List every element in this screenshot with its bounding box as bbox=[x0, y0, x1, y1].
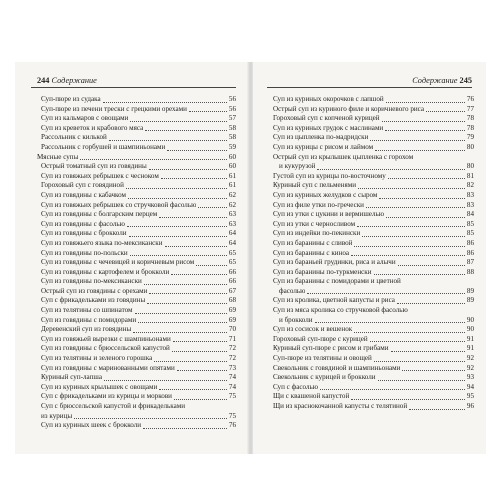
toc-entry bbox=[273, 201, 474, 211]
toc-leader-dots bbox=[375, 150, 465, 151]
toc-leader-dots bbox=[128, 198, 227, 199]
toc-leader-dots bbox=[307, 293, 464, 294]
toc-entry-title: Суп-пюре из телятины и овощей bbox=[273, 354, 372, 363]
toc-entry-title: Суп из кролика, цветной капусты и риса bbox=[273, 296, 395, 305]
toc-entry-title: Рассольник с горбушей и шампиньонами bbox=[41, 142, 166, 151]
toc-entry-title: Суп из индейки по-пекински bbox=[273, 229, 361, 238]
toc-entry bbox=[273, 296, 474, 306]
toc-entry bbox=[37, 392, 236, 402]
toc-entry-title: Суп из цыпленка по-мадридски bbox=[273, 133, 369, 142]
toc-entry bbox=[37, 354, 236, 364]
toc-entry-title: и кукурузой bbox=[279, 162, 316, 171]
toc-entry-page: 77 bbox=[466, 104, 474, 113]
toc-entry bbox=[273, 306, 474, 316]
toc-entry-title: Суп с фрикадельками из курицы и моркови bbox=[41, 392, 172, 401]
toc-leader-dots bbox=[358, 188, 465, 189]
toc-entry-page: 83 bbox=[466, 190, 474, 199]
right-page-header-title: Содержание bbox=[412, 76, 458, 85]
toc-entry-page: 95 bbox=[466, 392, 474, 401]
toc-entry-page: 80 bbox=[466, 142, 474, 151]
toc-entry-page: 78 bbox=[466, 123, 474, 132]
toc-entry bbox=[37, 143, 236, 153]
toc-entry-page: 69 bbox=[228, 306, 236, 315]
toc-leader-dots bbox=[130, 121, 227, 122]
toc-entry bbox=[37, 316, 236, 326]
toc-entry-title: Суп из бараньей грудинки, риса и алычи bbox=[273, 258, 396, 267]
toc-entry-page: 60 bbox=[228, 152, 236, 161]
toc-entry-page: 80 bbox=[466, 162, 474, 171]
toc-entry-title: Суп из говядины с брюссельской капустой bbox=[41, 344, 170, 353]
toc-leader-dots bbox=[161, 178, 227, 179]
toc-entry bbox=[273, 287, 474, 297]
toc-entry-title: Суп из сосисок и вешенок bbox=[273, 325, 353, 334]
toc-leader-dots bbox=[397, 303, 465, 304]
toc-entry-page: 72 bbox=[228, 344, 236, 353]
toc-entry bbox=[37, 181, 236, 191]
toc-entry-title: Суп из кальмаров с овощами bbox=[41, 114, 129, 123]
toc-entry bbox=[273, 249, 474, 259]
toc-leader-dots bbox=[196, 265, 227, 266]
toc-entry-page: 63 bbox=[228, 219, 236, 228]
toc-entry-title: Суп-пюре из печени трески с грецкими орехами bbox=[41, 104, 187, 113]
toc-entry-page: 85 bbox=[466, 219, 474, 228]
toc-leader-dots bbox=[189, 111, 227, 112]
toc-leader-dots bbox=[145, 130, 227, 131]
toc-leader-dots bbox=[374, 361, 465, 362]
toc-leader-dots bbox=[143, 428, 227, 429]
toc-leader-dots bbox=[80, 159, 227, 160]
toc-entry-title: Куриный суп-лапша bbox=[41, 373, 102, 382]
toc-entry bbox=[37, 296, 236, 306]
toc-entry bbox=[273, 258, 474, 268]
toc-entry bbox=[37, 287, 236, 297]
toc-entry bbox=[37, 258, 236, 268]
toc-entry bbox=[37, 268, 236, 278]
toc-entry-page: 65 bbox=[228, 258, 236, 267]
toc-entry-title: Куриный суп с пельменями bbox=[273, 181, 357, 190]
toc-leader-dots bbox=[172, 351, 227, 352]
toc-leader-dots bbox=[351, 399, 465, 400]
toc-entry bbox=[37, 114, 236, 124]
toc-entry bbox=[273, 364, 474, 374]
left-page-header-title: Содержание bbox=[51, 76, 97, 85]
toc-entry-page: 82 bbox=[466, 181, 474, 190]
toc-entry-title: Суп из говядины с кабачком bbox=[41, 190, 127, 199]
left-page-header bbox=[37, 76, 97, 85]
toc-leader-dots bbox=[147, 303, 227, 304]
toc-leader-dots bbox=[165, 246, 227, 247]
toc-entry-title: Суп из баранины с сливой bbox=[273, 238, 353, 247]
toc-leader-dots bbox=[362, 236, 465, 237]
toc-leader-dots bbox=[159, 217, 227, 218]
toc-entry bbox=[37, 124, 236, 134]
toc-entry-title: Суп-пюре из судака bbox=[41, 95, 101, 103]
left-page bbox=[15, 62, 250, 454]
toc-entry-page: 72 bbox=[228, 354, 236, 363]
toc-entry bbox=[273, 124, 474, 134]
toc-entry-page: 60 bbox=[228, 162, 236, 171]
toc-leader-dots bbox=[109, 140, 227, 141]
toc-leader-dots bbox=[149, 293, 227, 294]
toc-entry-page: 73 bbox=[228, 363, 236, 372]
toc-leader-dots bbox=[391, 351, 465, 352]
toc-entry bbox=[273, 181, 474, 191]
toc-entry bbox=[273, 268, 474, 278]
toc-entry bbox=[273, 277, 474, 287]
toc-entry-title: Густой суп из курицы по-восточному bbox=[273, 171, 386, 180]
toc-entry bbox=[273, 344, 474, 354]
toc-entry-page: 90 bbox=[466, 325, 474, 334]
toc-entry-page: 70 bbox=[228, 325, 236, 334]
toc-entry-page: 56 bbox=[228, 95, 236, 103]
toc-entry bbox=[37, 249, 236, 259]
toc-entry-page: 96 bbox=[466, 402, 474, 410]
toc-entry-title: Суп из говядины с помидорами bbox=[41, 315, 137, 324]
toc-entry-title: Острый суп из говядины с орехами bbox=[41, 286, 148, 295]
toc-entry-title: Свекольник с курицей и брокколи bbox=[273, 373, 376, 382]
toc-entry-title: Суп из телятины и зеленого горошка bbox=[41, 354, 153, 363]
toc-entry bbox=[273, 133, 474, 143]
toc-entry bbox=[273, 143, 474, 153]
toc-leader-dots bbox=[177, 370, 227, 371]
toc-entry-page: 94 bbox=[466, 382, 474, 391]
toc-leader-dots bbox=[104, 380, 227, 381]
toc-entry bbox=[37, 364, 236, 374]
toc-entry-title: Суп из баранины с киноа bbox=[273, 248, 350, 257]
toc-entry-page: 89 bbox=[466, 286, 474, 295]
toc-entry-page: 83 bbox=[466, 200, 474, 209]
toc-entry bbox=[37, 373, 236, 383]
toc-leader-dots bbox=[370, 140, 465, 141]
toc-entry-page: 75 bbox=[228, 411, 236, 420]
toc-entry-page: 78 bbox=[466, 114, 474, 123]
toc-entry-title: Острый суп из куриного филе и коричневого риса bbox=[273, 104, 425, 113]
toc-leader-dots bbox=[171, 274, 227, 275]
toc-entry-page: 68 bbox=[228, 296, 236, 305]
toc-entry bbox=[37, 402, 236, 412]
toc-leader-dots bbox=[402, 370, 464, 371]
toc-entry-title: Суп из говядины по-мексикански bbox=[41, 277, 142, 286]
toc-entry-page: 76 bbox=[466, 95, 474, 103]
toc-entry bbox=[37, 277, 236, 287]
toc-entry bbox=[273, 373, 474, 383]
toc-entry bbox=[273, 153, 474, 163]
toc-entry-title: Суп из говядины с брокколи bbox=[41, 229, 127, 238]
toc-entry-title: фасолью bbox=[279, 286, 306, 295]
toc-entry-page: 92 bbox=[466, 354, 474, 363]
toc-leader-dots bbox=[174, 399, 227, 400]
toc-entry-page: 89 bbox=[466, 296, 474, 305]
toc-leader-dots bbox=[315, 322, 465, 323]
toc-leader-dots bbox=[398, 265, 465, 266]
left-header-rule bbox=[31, 87, 236, 88]
toc-leader-dots bbox=[382, 121, 465, 122]
toc-entry-page: 84 bbox=[466, 210, 474, 219]
toc-entry-title: Щи из краснокочанной капусты с телятиной bbox=[273, 402, 408, 410]
toc-entry-title: Суп из креветок и крабового мяса bbox=[41, 123, 144, 132]
toc-entry-title: Суп из говядины с чечевицей и коричневым рисом bbox=[41, 258, 195, 267]
left-page-number: 244 bbox=[37, 76, 50, 85]
toc-entry-page: 61 bbox=[228, 171, 236, 180]
toc-entry bbox=[273, 105, 474, 115]
toc-entry-title: Деревенский суп из говядины bbox=[41, 325, 132, 334]
toc-entry bbox=[37, 133, 236, 143]
toc-entry-page: 64 bbox=[228, 238, 236, 247]
toc-entry-page: 92 bbox=[466, 363, 474, 372]
toc-entry-page: 58 bbox=[228, 123, 236, 132]
toc-entry-title: Суп из утки с черносливом bbox=[273, 219, 356, 228]
toc-entry-page: 63 bbox=[228, 210, 236, 219]
toc-entry-page: 85 bbox=[466, 229, 474, 238]
toc-entry-title: Свекольник с говядиной и шампиньонами bbox=[273, 363, 401, 372]
toc-leader-dots bbox=[149, 169, 227, 170]
toc-entry-title: Суп из говяжьего языка по-мексикански bbox=[41, 238, 163, 247]
toc-entry bbox=[273, 162, 474, 172]
toc-entry-title: Щи с квашеной капустой bbox=[273, 392, 350, 401]
toc-entry-title: Куриный суп-пюре с рисом и грибами bbox=[273, 344, 389, 353]
toc-entry-title: Суп из баранины с помидорами и цветной bbox=[273, 277, 401, 286]
toc-entry bbox=[37, 191, 236, 201]
toc-entry-title: Суп с фрикадельками из говядины bbox=[41, 296, 146, 305]
right-page-number: 245 bbox=[459, 76, 472, 85]
toc-entry-title: Суп из говяжьей вырезки с шампиньонами bbox=[41, 334, 171, 343]
toc-leader-dots bbox=[173, 341, 227, 342]
toc-entry bbox=[273, 229, 474, 239]
toc-entry-title: Суп из куриных крылышек с овощами bbox=[41, 382, 158, 391]
toc-leader-dots bbox=[388, 178, 465, 179]
toc-entry-page: 91 bbox=[466, 334, 474, 343]
toc-leader-dots bbox=[154, 361, 227, 362]
toc-entry-page: 61 bbox=[228, 181, 236, 190]
toc-entry-title: Суп из говядины с картофелем и брокколи bbox=[41, 267, 170, 276]
toc-entry-page: 59 bbox=[228, 142, 236, 151]
toc-entry-title: из курицы bbox=[41, 411, 73, 420]
toc-leader-dots bbox=[317, 169, 464, 170]
toc-entry-page: 86 bbox=[466, 238, 474, 247]
toc-entry-title: Суп из говядины с фасолью bbox=[41, 219, 125, 228]
toc-leader-dots bbox=[379, 198, 464, 199]
toc-entry-page: 62 bbox=[228, 200, 236, 209]
toc-leader-dots bbox=[354, 246, 464, 247]
toc-entry bbox=[273, 383, 474, 393]
toc-entry bbox=[37, 335, 236, 345]
toc-entry-title: Рассольник с килькой bbox=[41, 133, 107, 142]
right-page bbox=[253, 62, 486, 454]
toc-entry-title: Мясные супы bbox=[37, 152, 79, 161]
toc-entry bbox=[37, 220, 236, 230]
toc-entry bbox=[273, 316, 474, 326]
toc-entry-page: 87 bbox=[466, 258, 474, 267]
toc-leader-dots bbox=[74, 418, 227, 419]
toc-entry-page: 69 bbox=[228, 315, 236, 324]
toc-entry bbox=[37, 162, 236, 172]
toc-leader-dots bbox=[354, 332, 465, 333]
toc-leader-dots bbox=[198, 207, 227, 208]
toc-leader-dots bbox=[386, 217, 465, 218]
toc-entry bbox=[273, 172, 474, 182]
toc-entry-title: Гороховый суп с говядиной bbox=[41, 181, 124, 190]
toc-entry-title: Суп из говяжьих ребрышек с чесноком bbox=[41, 171, 159, 180]
toc-entry-title: Суп из говядины по-польски bbox=[41, 248, 128, 257]
toc-entry-page: 74 bbox=[228, 382, 236, 391]
toc-entry bbox=[273, 354, 474, 364]
toc-entry bbox=[273, 402, 474, 412]
toc-leader-dots bbox=[144, 284, 227, 285]
toc-entry bbox=[273, 220, 474, 230]
toc-leader-dots bbox=[159, 389, 227, 390]
toc-entry bbox=[273, 392, 474, 402]
toc-entry-title: Суп из филе утки по-гречески bbox=[273, 200, 364, 209]
toc-entry bbox=[273, 114, 474, 124]
toc-entry-page: 76 bbox=[228, 421, 236, 430]
toc-entry bbox=[37, 325, 236, 335]
toc-entry bbox=[273, 335, 474, 345]
toc-leader-dots bbox=[130, 255, 227, 256]
toc-entry-title: Суп из куриных окорочков с лапшой bbox=[273, 95, 384, 103]
toc-entry-page: 66 bbox=[228, 267, 236, 276]
toc-entry bbox=[273, 95, 474, 105]
toc-entry bbox=[273, 325, 474, 335]
toc-entry bbox=[37, 306, 236, 316]
toc-entry bbox=[37, 210, 236, 220]
toc-entry-page: 75 bbox=[228, 392, 236, 401]
toc-leader-dots bbox=[409, 409, 465, 410]
toc-entry-page: 88 bbox=[466, 267, 474, 276]
toc-entry-page: 93 bbox=[466, 373, 474, 382]
toc-entry bbox=[37, 105, 236, 115]
toc-entry-title: и брокколи bbox=[279, 315, 313, 324]
toc-leader-dots bbox=[374, 274, 465, 275]
toc-entry-title: Суп с фасолью bbox=[273, 382, 319, 391]
toc-entry-page: 91 bbox=[466, 344, 474, 353]
right-header-rule bbox=[267, 87, 472, 88]
toc-leader-dots bbox=[426, 111, 465, 112]
toc-leader-dots bbox=[357, 226, 465, 227]
toc-leader-dots bbox=[133, 332, 227, 333]
toc-leader-dots bbox=[370, 341, 465, 342]
toc-entry bbox=[37, 383, 236, 393]
toc-entry-page: 79 bbox=[466, 133, 474, 142]
toc-entry-page: 58 bbox=[228, 133, 236, 142]
toc-entry-title: Суп из телятины со шпинатом bbox=[41, 306, 133, 315]
toc-leader-dots bbox=[386, 102, 465, 103]
toc-entry-page: 56 bbox=[228, 104, 236, 113]
toc-entry bbox=[37, 201, 236, 211]
toc-entry bbox=[37, 239, 236, 249]
toc-entry-page: 57 bbox=[228, 114, 236, 123]
toc-leader-dots bbox=[167, 150, 227, 151]
toc-leader-dots bbox=[320, 389, 465, 390]
toc-entry-title: Острый томатный суп из говядины bbox=[41, 162, 147, 171]
toc-leader-dots bbox=[366, 207, 465, 208]
toc-entry bbox=[273, 239, 474, 249]
toc-leader-dots bbox=[103, 102, 227, 103]
toc-leader-dots bbox=[378, 380, 465, 381]
toc-entry bbox=[37, 344, 236, 354]
toc-entry-page: 86 bbox=[466, 248, 474, 257]
left-toc bbox=[37, 95, 236, 431]
toc-entry-page: 64 bbox=[228, 229, 236, 238]
toc-entry-page: 62 bbox=[228, 190, 236, 199]
toc-entry-title: Острый суп из крылышек цыпленка с горохом bbox=[273, 152, 414, 161]
toc-entry-page: 81 bbox=[466, 171, 474, 180]
toc-entry-title: Суп из говядины с маринованными опятами bbox=[41, 363, 175, 372]
toc-entry-title: Суп из баранины по-туркменски bbox=[273, 267, 372, 276]
toc-entry bbox=[273, 210, 474, 220]
toc-leader-dots bbox=[351, 255, 465, 256]
toc-entry-title: Гороховый суп-пюре с курицей bbox=[273, 334, 368, 343]
toc-entry-title: Суп из говяжьих ребрышек со стручковой фасолью bbox=[41, 200, 197, 209]
toc-entry bbox=[37, 412, 236, 422]
toc-leader-dots bbox=[385, 130, 465, 131]
toc-entry-page: 71 bbox=[228, 334, 236, 343]
toc-entry-title: Суп из говядины с болгарским перцем bbox=[41, 210, 158, 219]
right-page-header bbox=[412, 76, 472, 85]
toc-entry-title: Суп из куриных грудок с маслинами bbox=[273, 123, 384, 132]
toc-entry-title: Суп из курицы с рисом и лаймом bbox=[273, 142, 374, 151]
toc-leader-dots bbox=[138, 322, 227, 323]
toc-leader-dots bbox=[126, 188, 227, 189]
toc-entry-title: Суп с брюссельской капустой и фрикадельками bbox=[41, 402, 186, 410]
toc-entry bbox=[37, 229, 236, 239]
toc-entry-page: 66 bbox=[228, 277, 236, 286]
toc-section-heading bbox=[37, 153, 236, 163]
toc-entry-page: 65 bbox=[228, 248, 236, 257]
toc-entry-page: 67 bbox=[228, 286, 236, 295]
toc-entry-title: Суп из утки с цукини и вермишелью bbox=[273, 210, 385, 219]
toc-leader-dots bbox=[135, 313, 227, 314]
toc-leader-dots bbox=[129, 236, 227, 237]
right-toc bbox=[273, 95, 474, 412]
toc-entry-page: 74 bbox=[228, 373, 236, 382]
toc-entry-title: Суп из куриных шеек с брокколи bbox=[41, 421, 142, 430]
toc-entry-title: Суп из куриных желудков с сыром bbox=[273, 190, 378, 199]
toc-entry-page: 90 bbox=[466, 315, 474, 324]
toc-entry bbox=[37, 421, 236, 431]
toc-entry-title: Гороховый суп с копченой курицей bbox=[273, 114, 380, 123]
toc-leader-dots bbox=[127, 226, 227, 227]
toc-entry bbox=[37, 95, 236, 105]
toc-entry bbox=[273, 191, 474, 201]
toc-entry-title: Суп из мяса кролика со стручковой фасолью bbox=[273, 306, 408, 315]
toc-entry bbox=[37, 172, 236, 182]
